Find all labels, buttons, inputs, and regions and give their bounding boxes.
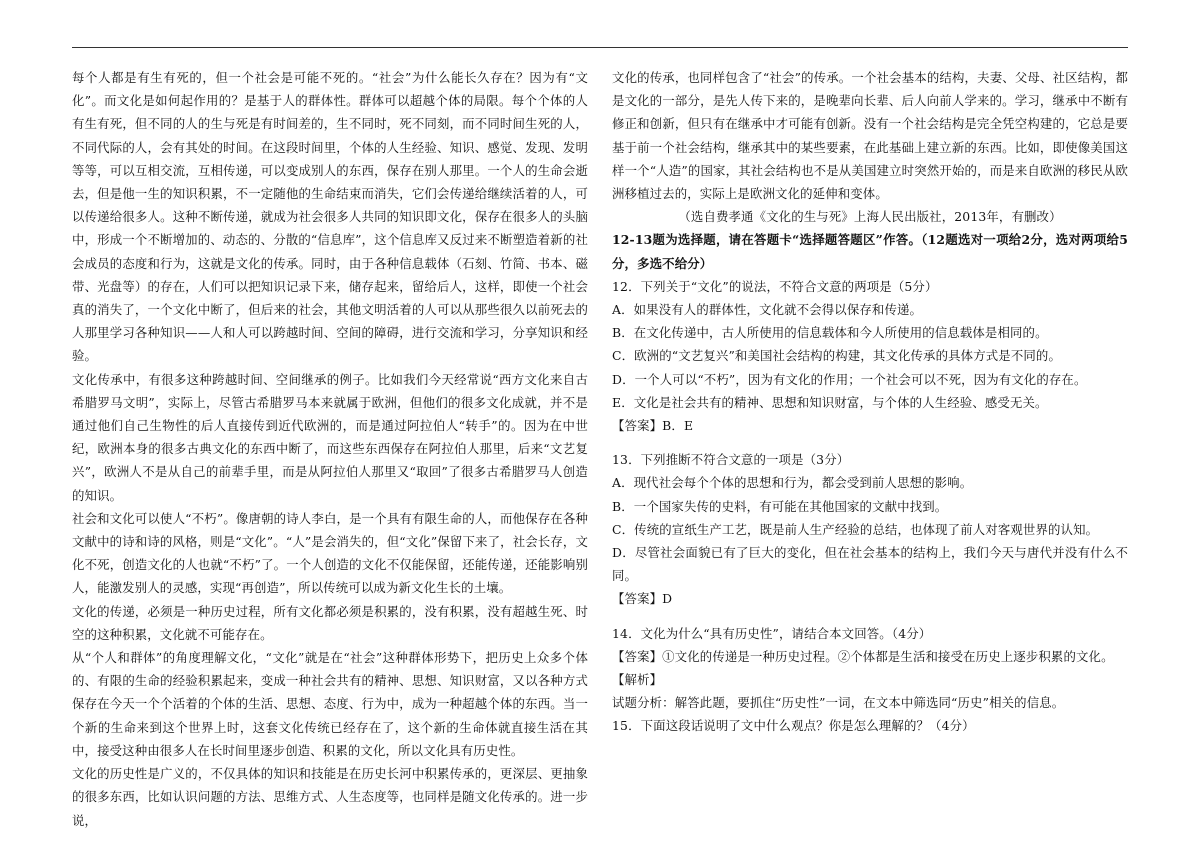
passage-paragraph: 社会和文化可以使人“不朽”。像唐朝的诗人李白，是一个具有有限生命的人，而他保存在各种文献中的诗和诗的风格，则是“文化”。“人”是会消失的，但“文化”保留下来了，社会长存，文化不死，创造文化的人也就“不朽”了。一个人创造的文化不仅能保留，还能传递，还能影响别人，能激发别人的灵感，实现“再创造”，所以传统可以成为新文化生长的土壤。 [72, 510, 588, 596]
passage-paragraph: 文化传承中，有很多这种跨越时间、空间继承的例子。比如我们今天经常说“西方文化来自古希腊罗马文明”，实际上，尽管古希腊罗马本来就属于欧洲，但他们的很多文化成就，并不是通过他们自己生物性的后人直接传到近代欧洲的，而是通过阿拉伯人“转手”的。因为在中世纪，欧洲本身的很多古典文化的东西中断了，而这些东西保存在阿拉伯人那里，后来“文艺复兴”，欧洲人不是从自己的前辈手里，而是从阿拉伯人那里又“取回”了很多古希腊罗马人创造的知识。 [72, 371, 588, 503]
option-item: A．如果没有人的群体性，文化就不会得以保存和传递。 [612, 302, 923, 318]
left-column [72, 66, 588, 832]
option-item: C．欧洲的“文艺复兴”和美国社会结构的构建，其文化传承的具体方式是不同的。 [612, 348, 1061, 364]
spacer [612, 611, 1128, 622]
option-item: C．传统的宣纸生产工艺，既是前人生产经验的总结，也体现了前人对客观世界的认知。 [612, 521, 1099, 537]
passage-paragraph: 每个人都是有生有死的，但一个社会是可能不死的。“社会”为什么能长久存在？因为有“文化”。而文化是如何起作用的？是基于人的群体性。群体可以超越个体的局限。每个个体的人有生有死，但不同的人的生与死是有时间差的，生不同时，死不同刻，而不同时间生死的人，不同代际的人，会有其处的时间。在这段时间里，个体的人生经验、知识、感觉、发现、发明等等，可以互相交流，互相传递，可以变成别人的东西，保存在别人那里。一个人的生命会逝去，但是他一生的知识积累，不一定随他的生命结束而消失，它们会传递给继续活着的人，可以传递给很多人。这种不断传递，就成为社会很多人共同的知识即文化，保存在很多人的头脑中，形成一个不断增加的、动态的、分散的“信息库”，这个信息库又反过来不断塑造着新的社会成员的态度和行为，这就是文化的传承。同时，由于各种信息载体（石刻、竹简、书本、磁带、光盘等）的存在，人们可以把知识记录下来，储存起来，留给后人，这样，即使一个社会真的消失了，一个文化中断了，但后来的社会，其他文明活着的人可以从那些很久以前死去的人那里学习各种知识——人和人可以跨越时间、空间的障碍，进行交流和学习，分享知识和经验。 [72, 70, 588, 364]
question-14-stem: 14．文化为什么“具有历史性”，请结合本文回答。（4分） [612, 625, 932, 641]
question-13-stem: 13．下列推断不符合文意的一项是（3分） [612, 452, 850, 468]
source-citation: （选自费孝通《文化的生与死》上海人民出版社，2013年，有删改） [678, 209, 1062, 225]
option-item: B．在文化传递中，古人所使用的信息载体和今人所使用的信息载体是相同的。 [612, 325, 1048, 341]
answer-14: 【答案】①文化的传递是一种历史过程。②个体都是生活和接受在历史上逐步积累的文化。 [612, 648, 1114, 664]
header-rule [72, 47, 1128, 48]
passage-paragraph: 文化的传递，必须是一种历史过程，所有文化都必须是积累的，没有积累，没有超越生死、时空的这种积累，文化就不可能存在。 [72, 603, 588, 642]
spacer [612, 437, 1128, 448]
option-item: E．文化是社会共有的精神、思想和知识财富，与个体的人生经验、感受无关。 [612, 394, 1048, 410]
answer-12: 【答案】B．E [612, 418, 694, 434]
question-12-stem: 12．下列关于“文化”的说法，不符合文意的两项是（5分） [612, 278, 938, 294]
answer-13: 【答案】D [612, 591, 673, 607]
option-item: A．现代社会每个个体的思想和行为，都会受到前人思想的影响。 [612, 475, 973, 491]
option-item: D．一个人可以“不朽”，因为有文化的作用；一个社会可以不死，因为有文化的存在。 [612, 371, 1087, 387]
passage-paragraph: 文化的历史性是广义的，不仅具体的知识和技能是在历史长河中积累传承的，更深层、更抽象的很多东西，比如认识问题的方法、思维方式、人生态度等，也同样是随文化传承的。进一步说， [72, 766, 588, 828]
section-instruction: 12-13题为选择题，请在答题卡“选择题答题区”作答。（12题选对一项给2分，选对两项给5分，多选不给分） [612, 232, 1128, 271]
passage-paragraph: 从“个人和群体”的角度理解文化，“文化”就是在“社会”这种群体形势下，把历史上众多个体的、有限的生命的经验积累起来，变成一种社会共有的精神、思想、知识财富，又以各种方式保存在今天一个个活着的个体的生活、思想、态度、行为中，成为一种超越个体的东西。当一个新的生命来到这个世界上时，这套文化传统已经存在了，这个新的生命体就直接生活在其中，接受这种由很多人在长时间里逐步创造、积累的文化，所以文化具有历史性。 [72, 650, 588, 758]
analysis-label: 【解析】 [612, 672, 663, 688]
passage-paragraph: 文化的传承，也同样包含了“社会”的传承。一个社会基本的结构，夫妻、父母、社区结构，都是文化的一部分，是先人传下来的，是晚辈向长辈、后人向前人学来的。学习，继承中不断有修正和创新，但只有在继承中才可能有创新。没有一个社会结构是完全凭空构建的，它总是要基于前一个社会结构，继承其中的某些要素，在此基础上建立新的东西。比如，即使像美国这样一个“人造”的国家，其社会结构也不是从美国建立时突然开始的，而是来自欧洲的移民从欧洲移植过去的，实际上是欧洲文化的延伸和变体。 [612, 70, 1128, 202]
option-item: D．尽管社会面貌已有了巨大的变化，但在社会基本的结构上，我们今天与唐代并没有什么不同。 [612, 545, 1128, 584]
question-15-stem: 15．下面这段话说明了文中什么观点？你是怎么理解的？（4分） [612, 718, 975, 734]
analysis-text: 试题分析：解答此题，要抓住“历史性”一词，在文本中筛选同“历史”相关的信息。 [612, 695, 1065, 711]
right-column [612, 66, 1128, 738]
option-item: B．一个国家失传的史料，有可能在其他国家的文献中找到。 [612, 498, 948, 514]
